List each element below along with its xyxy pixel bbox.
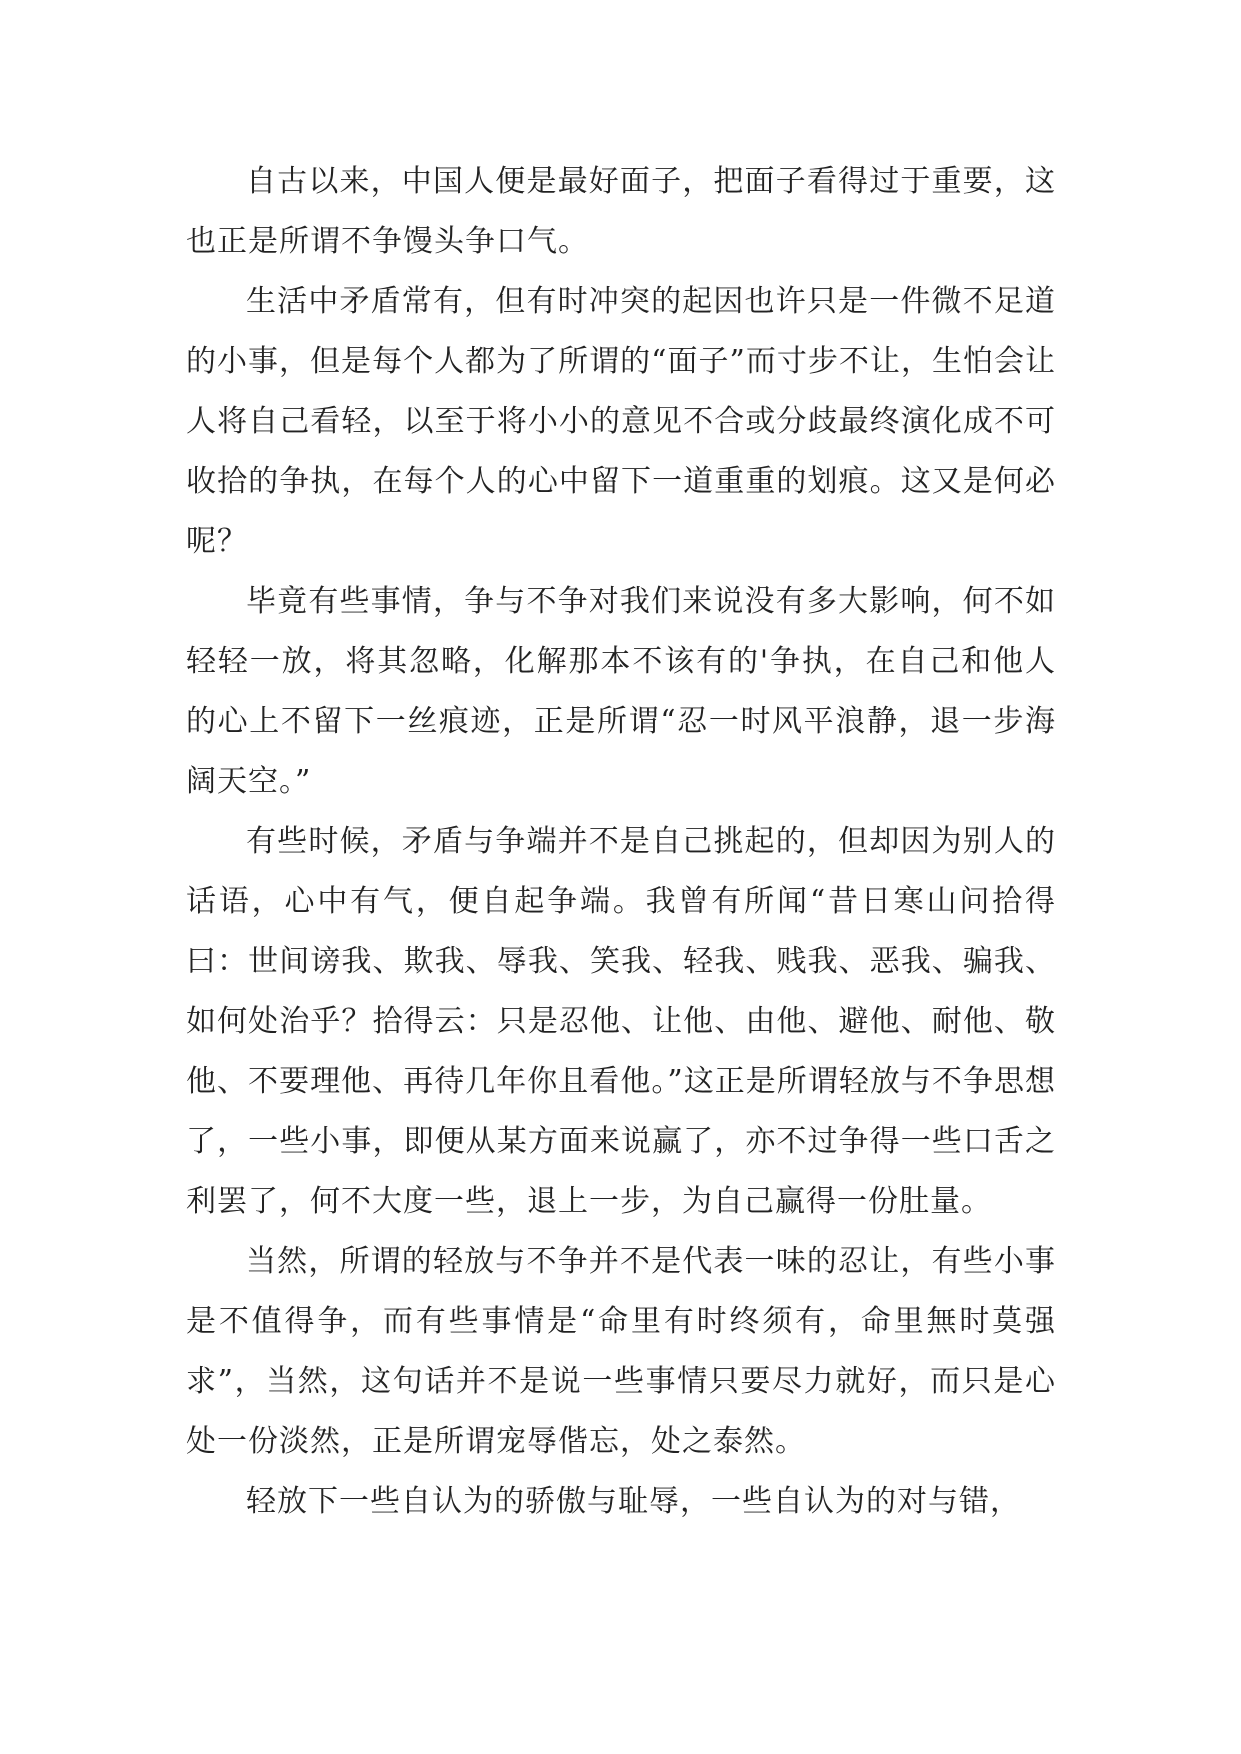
paragraph: 有些时候，矛盾与争端并不是自己挑起的，但却因为别人的话语，心中有气，便自起争端。我曾有所闻“昔日寒山问拾得曰：世间谤我、欺我、辱我、笑我、轻我、贱我、恶我、骗我、如何处治乎？拾得云：只是忍他、让他、由他、避他、耐他、敬他、不要理他、再待几年你且看他。”这正是所谓轻放与不争思想了，一些小事，即便从某方面来说赢了，亦不过争得一些口舌之利罢了，何不大度一些，退上一步，为自己赢得一份肚量。: [186, 824, 1056, 1219]
document-body: [186, 152, 1056, 1532]
paragraph: 自古以来，中国人便是最好面子，把面子看得过于重要，这也正是所谓不争馒头争口气。: [186, 164, 1056, 259]
paragraph: 轻放下一些自认为的骄傲与耻辱，一些自认为的对与错，: [246, 1484, 1021, 1519]
paragraph: 生活中矛盾常有，但有时冲突的起因也许只是一件微不足道的小事，但是每个人都为了所谓的“面子”而寸步不让，生怕会让人将自己看轻，以至于将小小的意见不合或分歧最终演化成不可收拾的争执，在每个人的心中留下一道重重的划痕。这又是何必呢？: [186, 284, 1056, 559]
paragraph: 当然，所谓的轻放与不争并不是代表一味的忍让，有些小事是不值得争，而有些事情是“命里有时终须有，命里無时莫强求”，当然，这句话并不是说一些事情只要尽力就好，而只是心处一份淡然，正是所谓宠辱偕忘，处之泰然。: [186, 1244, 1056, 1459]
paragraph: 毕竟有些事情，争与不争对我们来说没有多大影响，何不如轻轻一放，将其忽略，化解那本不该有的'争执，在自己和他人的心上不留下一丝痕迹，正是所谓“忍一时风平浪静，退一步海阔天空。”: [186, 584, 1056, 799]
